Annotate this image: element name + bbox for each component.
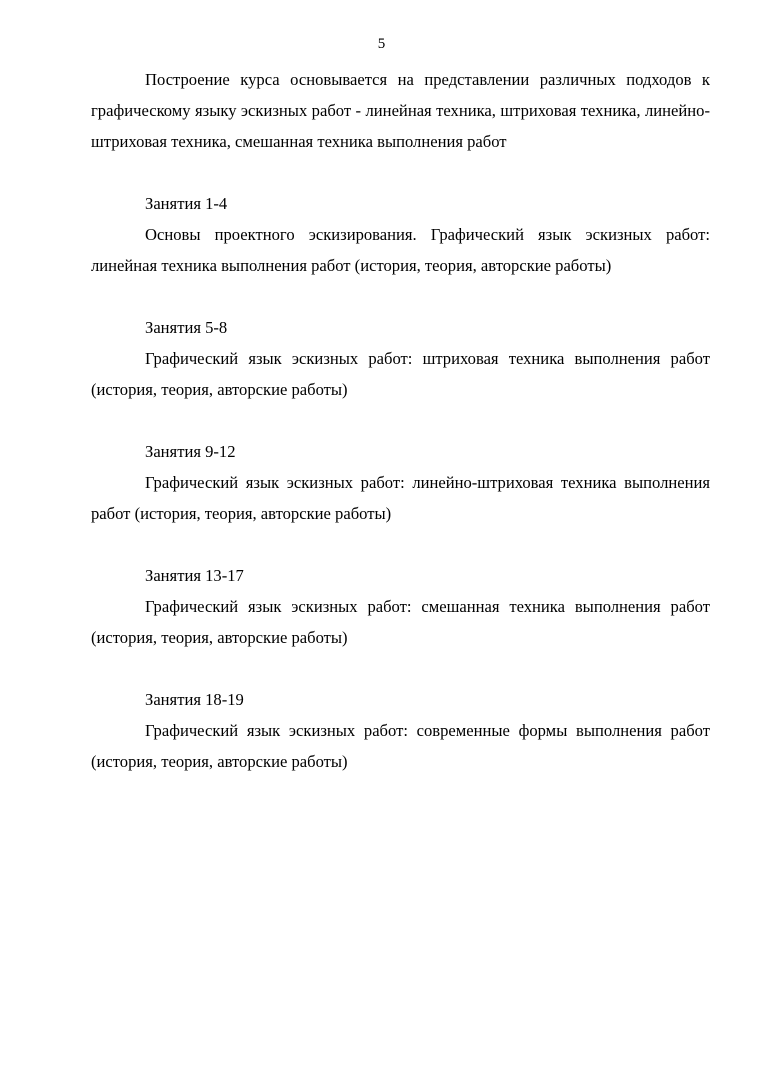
document-body — [91, 64, 710, 777]
page-number: 5 — [377, 36, 386, 52]
session-description: Графический язык эскизных работ: линейно-штриховая техника выполнения работ (история, теория, авторские работы) — [91, 473, 710, 523]
session-description: Графический язык эскизных работ: смешанная техника выполнения работ (история, теория, авторские работы) — [91, 597, 710, 647]
intro-paragraph: Построение курса основывается на представлении различных подходов к графическому языку эскизных работ - линейная техника, штриховая техника, линейно-штриховая техника, смешанная техника выполнения работ — [91, 70, 710, 151]
session-section-4 — [91, 560, 710, 653]
session-title: Занятия 18-19 — [145, 690, 244, 709]
session-description: Графический язык эскизных работ: современные формы выполнения работ (история, теория, авторские работы) — [91, 721, 710, 771]
session-title: Занятия 9-12 — [145, 442, 236, 461]
session-section-1 — [91, 188, 710, 281]
session-section-2 — [91, 312, 710, 405]
session-section-3 — [91, 436, 710, 529]
session-title: Занятия 1-4 — [145, 194, 228, 213]
session-description: Графический язык эскизных работ: штриховая техника выполнения работ (история, теория, авторские работы) — [91, 349, 710, 399]
session-title: Занятия 13-17 — [145, 566, 244, 585]
session-section-5 — [91, 684, 710, 777]
session-description: Основы проектного эскизирования. Графический язык эскизных работ: линейная техника выполнения работ (история, теория, авторские работы) — [91, 225, 710, 275]
session-title: Занятия 5-8 — [145, 318, 228, 337]
